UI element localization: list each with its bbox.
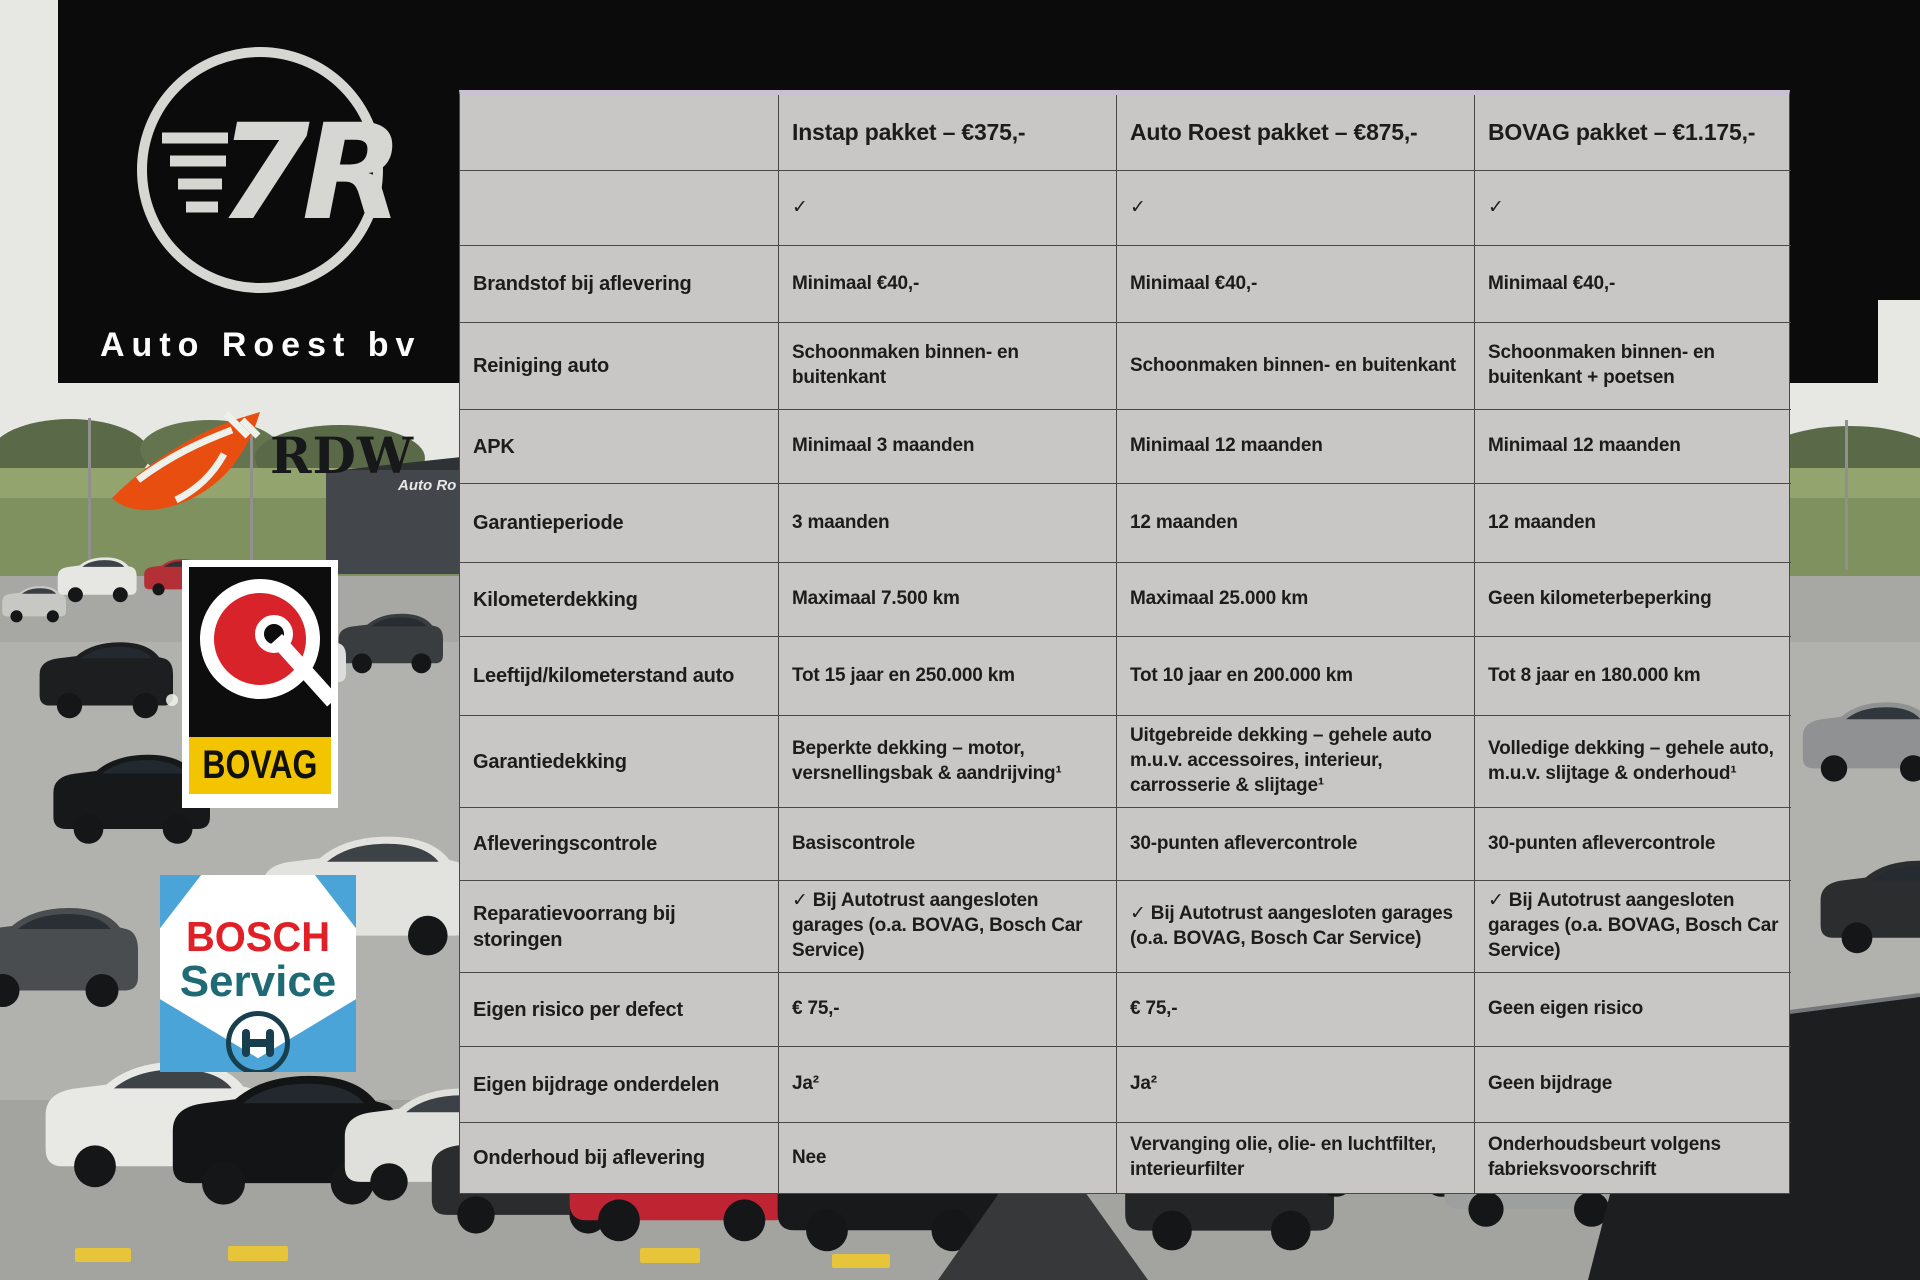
cell: Ja² xyxy=(778,1046,1116,1122)
cell: Nee xyxy=(778,1122,1116,1193)
column-header-bovag: BOVAG pakket – €1.175,- xyxy=(1474,95,1791,170)
auto-roest-logo xyxy=(100,20,420,370)
cell: Volledige dekking – gehele auto, m.u.v. slijtage & onderhoud¹ xyxy=(1474,715,1791,807)
row-label-brandstof: Brandstof bij aflevering xyxy=(460,245,778,322)
rdw-wing-icon xyxy=(108,410,273,515)
cell: Basiscontrole xyxy=(778,807,1116,880)
cell: 12 maanden xyxy=(1474,483,1791,562)
row-label-kilometerdekking: Kilometerdekking xyxy=(460,562,778,636)
bosch-armature-icon xyxy=(226,1011,290,1072)
cell: Beperkte dekking – motor, versnellingsbak & aandrijving¹ xyxy=(778,715,1116,807)
cell: Minimaal 3 maanden xyxy=(778,409,1116,483)
auto-roest-monogram-icon xyxy=(100,20,420,320)
cell: Geen kilometerbeperking xyxy=(1474,562,1791,636)
cell: Uitgebreide dekking – gehele auto m.u.v. accessoires, interieur, carrosserie & slijtage¹ xyxy=(1116,715,1474,807)
bovag-logo xyxy=(182,560,338,808)
bosch-service-logo xyxy=(160,875,356,1072)
cell: Onderhoudsbeurt volgens fabrieksvoorschrift xyxy=(1474,1122,1791,1193)
rdw-wordmark: RDW xyxy=(270,426,415,485)
row-label-garantiedekking: Garantiedekking xyxy=(460,715,778,807)
building-sign: Auto Ro xyxy=(398,477,457,494)
cell: Minimaal €40,- xyxy=(778,245,1116,322)
row-label-reiniging: Reiniging auto xyxy=(460,322,778,409)
bovag-emblem-icon xyxy=(189,567,331,737)
row-label-reparatievoorrang: Reparatievoorrang bij storingen xyxy=(460,880,778,972)
cell: Minimaal 12 maanden xyxy=(1116,409,1474,483)
column-header-auto-roest: Auto Roest pakket – €875,- xyxy=(1116,95,1474,170)
cell: Minimaal 12 maanden xyxy=(1474,409,1791,483)
top-banner-corner xyxy=(1878,0,1920,300)
cell: ✓ Bij Autotrust aangesloten garages (o.a. BOVAG, Bosch Car Service) xyxy=(1474,880,1791,972)
cell: Tot 15 jaar en 250.000 km xyxy=(778,636,1116,715)
cell: Maximaal 7.500 km xyxy=(778,562,1116,636)
svg-text:7R: 7R xyxy=(218,96,396,250)
cell: Schoonmaken binnen- en buitenkant + poetsen xyxy=(1474,322,1791,409)
row-label-eigen-bijdrage: Eigen bijdrage onderdelen xyxy=(460,1046,778,1122)
cell: Maximaal 25.000 km xyxy=(1116,562,1474,636)
cell: ✓ Bij Autotrust aangesloten garages (o.a. BOVAG, Bosch Car Service) xyxy=(1116,880,1474,972)
cell: ✓ Bij Autotrust aangesloten garages (o.a. BOVAG, Bosch Car Service) xyxy=(778,880,1116,972)
cell: Minimaal €40,- xyxy=(1116,245,1474,322)
cell: € 75,- xyxy=(1116,972,1474,1046)
cell: Ja² xyxy=(1116,1046,1474,1122)
package-comparison-table xyxy=(459,90,1790,1194)
cell: 30-punten aflevercontrole xyxy=(1474,807,1791,880)
bovag-wordmark: BOVAG xyxy=(202,743,318,787)
corner-cell xyxy=(460,95,778,170)
row-label-apk: APK xyxy=(460,409,778,483)
cell: Vervanging olie, olie- en luchtfilter, interieurfilter xyxy=(1116,1122,1474,1193)
cell: Geen eigen risico xyxy=(1474,972,1791,1046)
column-header-instap: Instap pakket – €375,- xyxy=(778,95,1116,170)
company-name: Auto Roest bv xyxy=(100,326,422,364)
cell-check: ✓ xyxy=(1474,170,1791,245)
cell: Geen bijdrage xyxy=(1474,1046,1791,1122)
cell: Tot 8 jaar en 180.000 km xyxy=(1474,636,1791,715)
rdw-logo xyxy=(108,410,428,520)
cell: 30-punten aflevercontrole xyxy=(1116,807,1474,880)
cell: € 75,- xyxy=(778,972,1116,1046)
row-label-garantieperiode: Garantieperiode xyxy=(460,483,778,562)
bosch-wordmark: BOSCH xyxy=(185,913,331,960)
row-label-eigen-risico: Eigen risico per defect xyxy=(460,972,778,1046)
row-label-leeftijd: Leeftijd/kilometerstand auto xyxy=(460,636,778,715)
cell-check: ✓ xyxy=(1116,170,1474,245)
cell: 12 maanden xyxy=(1116,483,1474,562)
cell: Schoonmaken binnen- en buitenkant xyxy=(1116,322,1474,409)
cell: Minimaal €40,- xyxy=(1474,245,1791,322)
cell: Tot 10 jaar en 200.000 km xyxy=(1116,636,1474,715)
row-label-onderhoud: Onderhoud bij aflevering xyxy=(460,1122,778,1193)
bosch-service-wordmark: Service xyxy=(179,957,337,1006)
cell: Schoonmaken binnen- en buitenkant xyxy=(778,322,1116,409)
cell: 3 maanden xyxy=(778,483,1116,562)
row-label-afleveringscontrole: Afleveringscontrole xyxy=(460,807,778,880)
cell-check: ✓ xyxy=(778,170,1116,245)
row-label xyxy=(460,170,778,245)
